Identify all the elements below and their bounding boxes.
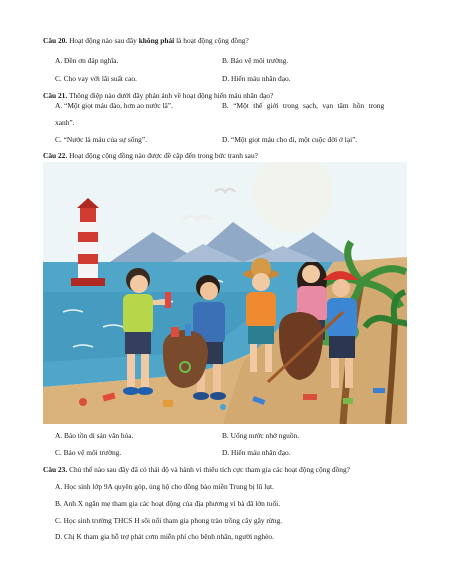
q23-option-c[interactable]: C. Học sinh trường THCS H sôi nổi tham gia phong trào trồng cây gây rừng. <box>55 516 283 525</box>
q20-option-d[interactable]: D. Hiến máu nhân đạo. <box>222 74 291 83</box>
q21-option-b-cont: xanh”. <box>55 118 75 127</box>
q22-number: Câu 22. <box>43 151 68 160</box>
q20-stem-bold: không phải <box>138 36 175 45</box>
q21-option-b[interactable]: B. “Một thế giới trong sạch, vạn tâm hồn trong <box>222 101 385 110</box>
q23-option-d[interactable]: D. Chị K tham gia hỗ trợ phát cơm miễn phí cho bệnh nhân, người nghèo. <box>55 532 274 541</box>
q21-option-a[interactable]: A. “Một giọt máu đào, hơn ao nước lã”. <box>55 101 173 110</box>
q22-option-c[interactable]: C. Bảo vệ môi trường. <box>55 448 122 457</box>
q20-stem-before: Hoạt động nào sau đây <box>69 36 137 45</box>
beach-cleanup-illustration <box>43 162 407 424</box>
q22-option-d[interactable]: D. Hiến máu nhân đạo. <box>222 448 291 457</box>
q21-number: Câu 21. <box>43 91 68 100</box>
q23-stem-text: Chủ thể nào sau đây đã có thái độ và hành vi thiếu tích cực tham gia các hoạt động cộng đồng? <box>69 465 350 474</box>
q22-stem-text: Hoạt động cộng đồng nào được đề cập đến trong bức tranh sau? <box>69 151 258 160</box>
q22-stem <box>43 151 258 161</box>
q22-option-a[interactable]: A. Bảo tồn di sản văn hóa. <box>55 431 134 440</box>
q23-option-b[interactable]: B. Anh X ngăn mẹ tham gia các hoạt động của địa phương vì bà đã lớn tuổi. <box>55 499 281 508</box>
q20-number: Câu 20. <box>43 36 68 45</box>
q23-option-a[interactable]: A. Học sinh lớp 9A quyên góp, ủng hộ cho đồng bào miền Trung bị lũ lụt. <box>55 482 274 491</box>
q21-option-c[interactable]: C. “Nước là máu của sự sống”. <box>55 135 147 144</box>
q20-option-a[interactable]: A. Đền ơn đáp nghĩa. <box>55 56 119 65</box>
q23-stem <box>43 465 350 475</box>
q21-stem <box>43 91 273 101</box>
q23-number: Câu 23. <box>43 465 68 474</box>
q22-option-b[interactable]: B. Uống nước nhớ nguồn. <box>222 431 300 440</box>
q20-option-c[interactable]: C. Cho vay với lãi suất cao. <box>55 74 137 83</box>
q20-stem <box>43 36 249 46</box>
q21-stem-text: Thông điệp nào dưới đây phản ánh về hoạt động hiến máu nhân đạo? <box>68 91 274 100</box>
q21-option-d[interactable]: D. “Một giọt máu cho đi, một cuộc đời ở lại”. <box>222 135 358 144</box>
q20-option-b[interactable]: B. Bảo vệ môi trường. <box>222 56 289 65</box>
q20-stem-after: là hoạt động cộng đồng? <box>176 36 249 45</box>
